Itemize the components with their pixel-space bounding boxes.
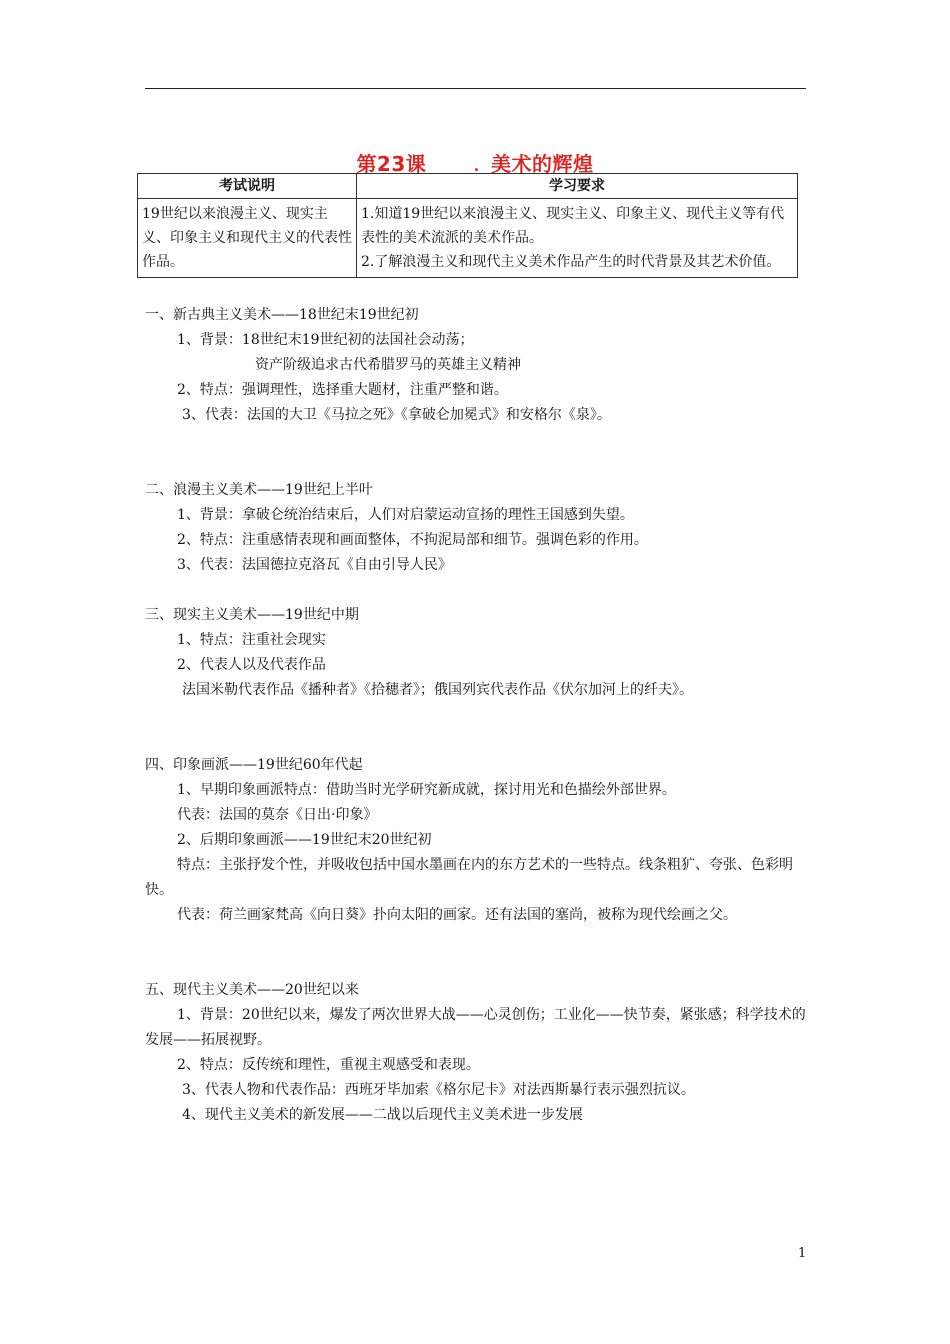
section-3-heading: 三、现实主义美术——19世纪中期 (145, 607, 359, 623)
exam-description-cell: 19世纪以来浪漫主义、现实主义、印象主义和现代主义的代表性作品。 (138, 199, 357, 278)
requirements-cell (357, 199, 798, 278)
requirements-table (137, 173, 798, 278)
requirement-1: 1.知道19世纪以来浪漫主义、现实主义、印象主义、现代主义等有代表性的美术流派的美术作品。 (361, 206, 785, 246)
section-3-line: 法国米勒代表作品《播种者》《拾穗者》；俄国列宾代表作品《伏尔加河上的纤夫》。 (182, 682, 693, 698)
section-3-line: 1、特点：注重社会现实 (177, 632, 326, 648)
section-1-line: 3、代表：法国的大卫《马拉之死》《拿破仑加冕式》和安格尔《泉》。 (182, 407, 611, 423)
title-lesson: 第23课 (356, 152, 427, 176)
section-1-line: 2、特点：强调理性，选择重大题材，注重严整和谐。 (177, 382, 508, 398)
page-number: 1 (798, 1246, 807, 1261)
section-3-line: 2、代表人以及代表作品 (177, 657, 326, 673)
table-header-exam: 考试说明 (138, 174, 357, 199)
section-4-line: 特点：主张抒发个性，并吸收包括中国水墨画在内的东方艺术的一些特点。线条粗犷、夸张、色彩明快。 (145, 857, 793, 898)
section-5-heading: 五、现代主义美术——20世纪以来 (145, 982, 359, 998)
section-2-line: 3、代表：法国德拉克洛瓦《自由引导人民》 (177, 557, 452, 573)
header-rule (145, 88, 806, 89)
section-5-line: 3、代表人物和代表作品：西班牙毕加索《格尔尼卡》对法西斯暴行表示强烈抗议。 (182, 1082, 695, 1098)
section-2-line: 2、特点：注重感情表现和画面整体，不拘泥局部和细节。强调色彩的作用。 (177, 532, 648, 548)
section-1-heading: 一、新古典主义美术——18世纪末19世纪初 (145, 307, 419, 323)
section-2-line: 1、背景：拿破仑统治结束后，人们对启蒙运动宣扬的理性王国感到失望。 (177, 507, 634, 523)
section-4-heading: 四、印象画派——19世纪60年代起 (145, 757, 363, 773)
section-5-line: 2、特点：反传统和理性，重视主观感受和表现。 (177, 1057, 480, 1073)
section-5-line: 4、现代主义美术的新发展——二战以后现代主义美术进一步发展 (182, 1107, 583, 1123)
section-1-line: 资产阶级追求古代希腊罗马的英雄主义精神 (255, 357, 521, 373)
section-4-line: 代表：法国的莫奈《日出·印象》 (177, 807, 378, 823)
document-body (145, 303, 825, 1128)
section-5-line: 1、背景：20世纪以来，爆发了两次世界大战——心灵创伤；工业化——快节奏，紧张感；科学技术的发展——拓展视野。 (145, 1007, 806, 1048)
table-header-requirements: 学习要求 (357, 174, 798, 199)
title-main: 美术的辉煌 (491, 152, 594, 176)
title-dot: . (473, 159, 480, 175)
section-2-heading: 二、浪漫主义美术——19世纪上半叶 (145, 482, 373, 498)
section-4-line: 2、后期印象画派——19世纪末20世纪初 (177, 832, 432, 848)
section-4-line: 代表：荷兰画家梵高《向日葵》扑向太阳的画家。还有法国的塞尚，被称为现代绘画之父。 (177, 907, 737, 923)
section-1-line: 1、背景：18世纪末19世纪初的法国社会动荡； (177, 332, 474, 348)
section-4-line: 1、早期印象画派特点：借助当时光学研究新成就，探讨用光和色描绘外部世界。 (177, 782, 676, 798)
requirement-2: 2.了解浪漫主义和现代主义美术作品产生的时代背景及其艺术价值。 (361, 254, 781, 270)
